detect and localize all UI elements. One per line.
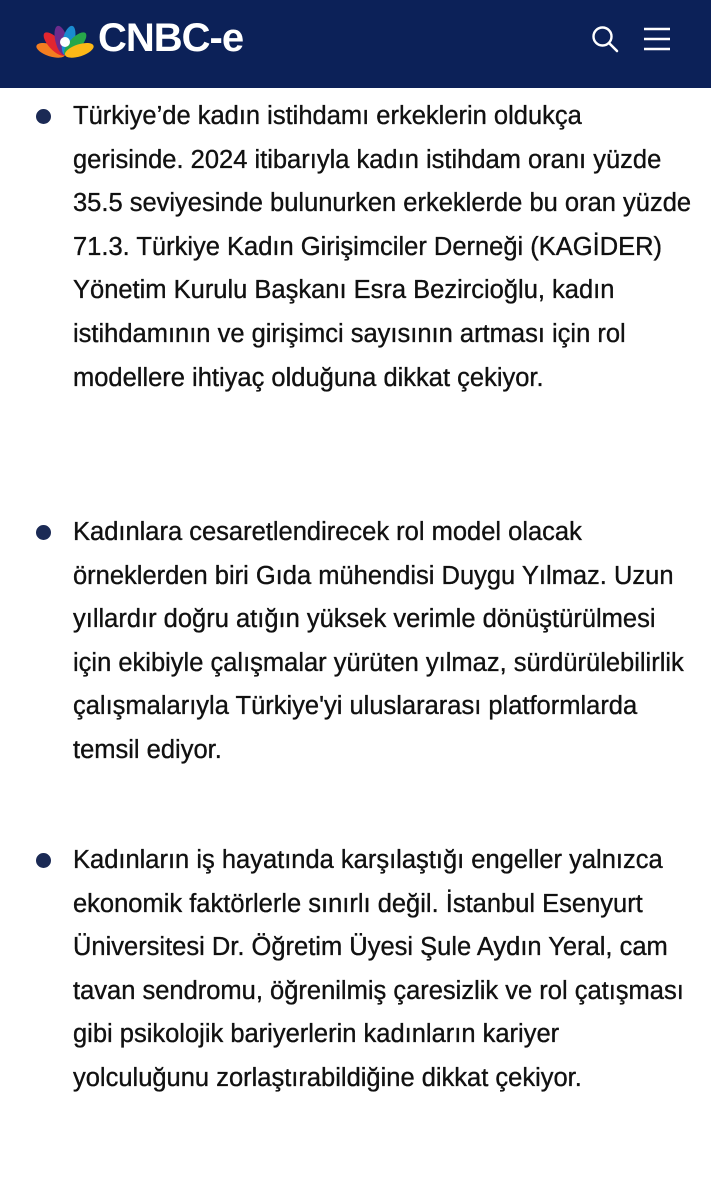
search-icon [590, 24, 620, 54]
menu-icon [642, 24, 672, 54]
bullet-dot [36, 525, 51, 540]
bullet-dot [36, 853, 51, 868]
brand-name: CNBC-e [98, 16, 244, 60]
bullet-text: Türkiye’de kadın istihdamı erkeklerin oldukça gerisinde. 2024 itibarıyla kadın istihdam oranı yüzde 35.5 seviyesinde bulunurken erkeklerde bu oran yüzde 71.3. Türkiye Kadın Girişimciler Derneği (KAGİDER) Yönetim Kurulu Başkanı Esra Bezircioğlu, kadın istihdamının ve girişimci sayısının artması için rol modellere ihtiyaç olduğuna dikkat çekiyor. [73, 102, 692, 392]
peacock-logo-icon [34, 17, 96, 59]
bullet-dot [36, 109, 51, 124]
bullet-text: Kadınlara cesaretlendirecek rol model olacak örneklerden biri Gıda mühendisi Duygu Yılmaz. Uzun yıllardır doğru atığın yüksek verimle dönüştürülmesi için ekibiyle çalışmalar yürüten yılmaz, sürdürülebilirlik çalışmalarıyla Türkiye'yi uluslararası platformlarda temsil ediyor. [73, 518, 684, 764]
cnbc-e-logo[interactable] [34, 16, 243, 60]
top-navigation-bar [0, 0, 711, 88]
search-button[interactable] [590, 24, 620, 54]
menu-button[interactable] [642, 24, 672, 54]
bullet-text: Kadınların iş hayatında karşılaştığı engeller yalnızca ekonomik faktörlerle sınırlı değil. İstanbul Esenyurt Üniversitesi Dr. Öğretim Üyesi Şule Aydın Yeral, cam tavan sendromu, öğrenilmiş çaresizlik ve rol çatışması gibi psikolojik bariyerlerin kadınların kariyer yolculuğunu zorlaştırabildiğine dikkat çekiyor. [73, 846, 684, 1092]
